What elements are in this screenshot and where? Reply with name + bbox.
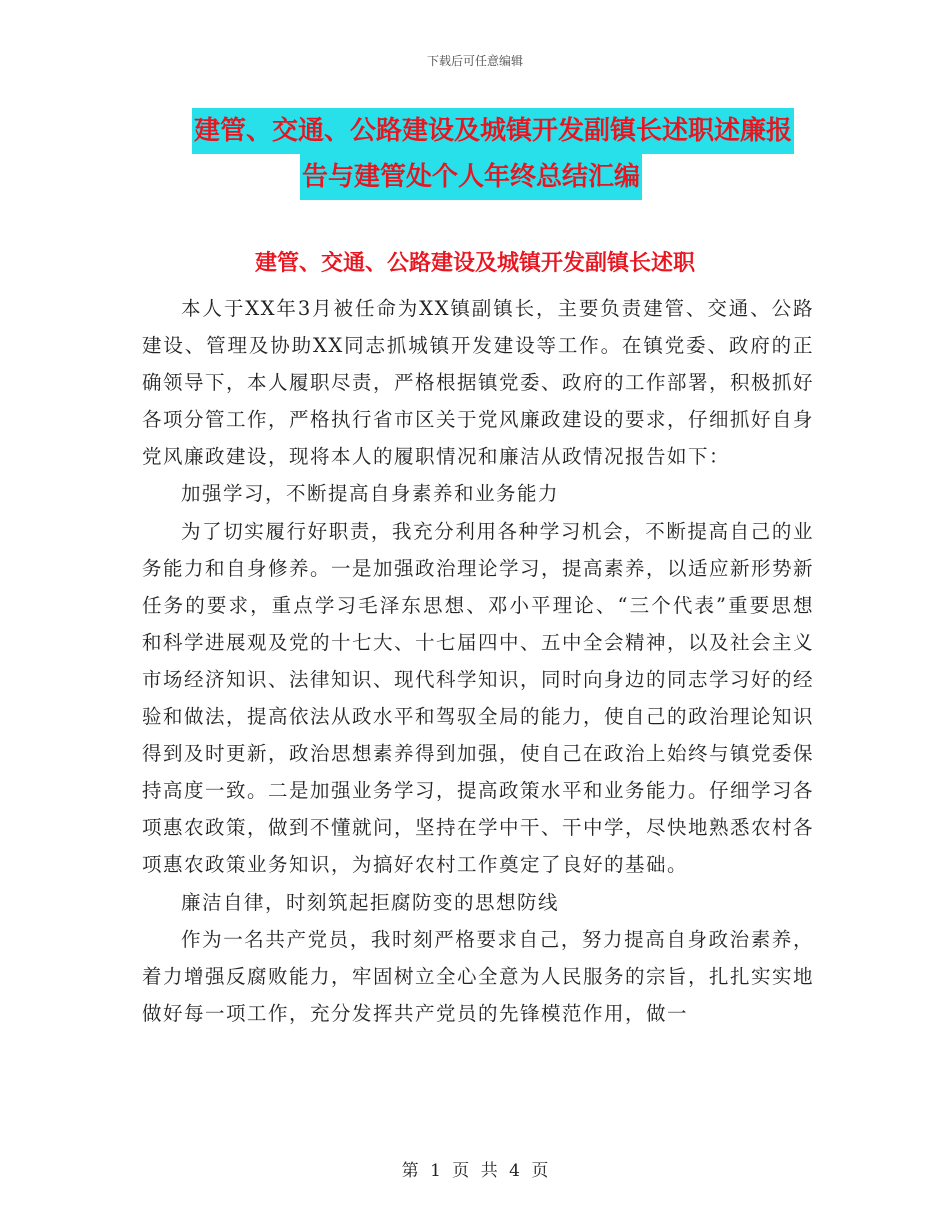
paragraph-study: 为了切实履行好职责，我充分利用各种学习机会，不断提高自己的业务能力和自身修养。一是加强政治理论学习，提高素养，以适应新形势新任务的要求，重点学习毛泽东思想、邓小平理论、“三个代表”重要思想和科学进展观及党的十七大、十七届四中、五中全会精神，以及社会主义市场经济知识、法律知识、现代科学知识，同时向身边的同志学习好的经验和做法，提高依法从政水平和驾驭全局的能力，使自己的政治理论知识得到及时更新，政治思想素养得到加强，使自己在政治上始终与镇党委保持高度一致。二是加强业务学习，提高政策水平和业务能力。仔细学习各项惠农政策，做到不懂就问，坚持在学中干、干中学，尽快地熟悉农村各项惠农政策业务知识，为搞好农村工作奠定了良好的基础。 <box>142 519 815 877</box>
section-title: 建管、交通、公路建设及城镇开发副镇长述职 <box>254 251 695 276</box>
document-title <box>192 108 812 200</box>
document-title-line-2: 告与建管处个人年终总结汇编 <box>300 154 642 200</box>
document-body <box>142 290 814 1032</box>
paragraph-heading-integrity: 廉洁自律，时刻筑起拒腐防变的思想防线 <box>181 890 560 914</box>
paragraph-intro: 本人于XX年3月被任命为XX镇副镇长，主要负责建管、交通、公路建设、管理及协助XX同志抓城镇开发建设等工作。在镇党委、政府的正确领导下，本人履职尽责，严格根据镇党委、政府的工作部署，积极抓好各项分管工作，严格执行省市区关于党风廉政建设的要求，仔细抓好自身党风廉政建设，现将本人的履职情况和廉洁从政情况报告如下： <box>142 297 815 469</box>
document-title-line-1: 建管、交通、公路建设及城镇开发副镇长述职述廉报 <box>192 108 794 154</box>
page-header: 下载后可任意编辑 <box>426 54 523 68</box>
paragraph-integrity: 作为一名共产党员，我时刻严格要求自己，努力提高自身政治素养，着力增强反腐败能力，牢固树立全心全意为人民服务的宗旨，扎扎实实地做好每一项工作，充分发挥共产党员的先锋模范作用，做一 <box>142 927 815 1025</box>
page-footer: 第 1 页 共 4 页 <box>401 1161 549 1181</box>
paragraph-heading-study: 加强学习，不断提高自身素养和业务能力 <box>181 482 560 506</box>
